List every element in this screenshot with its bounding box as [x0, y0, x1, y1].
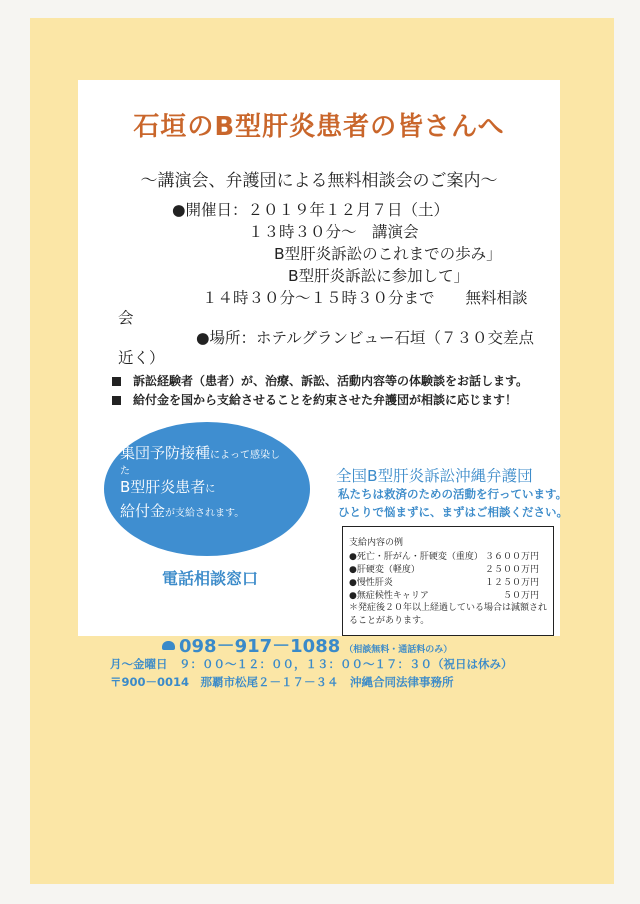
payment-note-line: ＊発症後２０年以上経過している場合は減額され	[349, 603, 548, 613]
phone-line	[162, 632, 452, 658]
payment-note-line: ることがあります。	[349, 616, 430, 626]
team-line-1: 私たちは救済のための活動を行っています。	[338, 487, 568, 501]
consult-time: １４時３０分～１５時３０分まで 無料相談	[202, 289, 528, 307]
bullet-item	[112, 391, 528, 410]
office-hours: 月～金曜日 ９：００～１２：００，１３：００～１７：３０（祝日は休み）	[110, 657, 513, 671]
payment-examples-box	[342, 526, 554, 636]
payment-amount: ３６００万円	[484, 552, 539, 562]
team-name: 全国B型肝炎訴訟沖縄弁護団	[336, 467, 533, 485]
consult-wrap: 会	[118, 309, 134, 327]
lecture-topic-2: B型肝炎訴訟に参加して」	[288, 267, 470, 285]
square-bullet-icon	[112, 377, 121, 386]
payment-name: ●慢性肝炎	[349, 578, 393, 588]
ellipse-line-4	[120, 500, 244, 521]
subtitle: ～講演会、弁護団による無料相談会のご案内～	[140, 171, 498, 191]
ellipse-line-2: た	[120, 466, 130, 477]
bullet-item	[112, 372, 528, 391]
page-title: 石垣のB型肝炎患者の皆さんへ	[133, 112, 505, 142]
venue: ●場所：ホテルグランビュー石垣（７３０交差点	[196, 329, 534, 347]
ellipse-text: B型肝炎患者	[120, 478, 206, 496]
ellipse-line-3	[120, 476, 215, 497]
payment-amount: ２５００万円	[484, 565, 539, 575]
payment-name: ●死亡・肝がん・肝硬変（重度）	[349, 552, 483, 562]
ellipse-text: に	[205, 484, 216, 495]
bullet-list	[112, 372, 528, 410]
office-address: 〒900－0014 那覇市松尾２－１７－３４ 沖縄合同法律事務所	[110, 675, 454, 689]
payment-name: ●肝硬変（軽度）	[349, 565, 420, 575]
team-line-2: ひとりで悩まずに、まずはご相談ください。	[338, 505, 568, 519]
venue-wrap: 近く）	[118, 349, 165, 367]
payment-name: ●無症候性キャリア	[349, 591, 429, 601]
event-date: ●開催日：２０１９年１２月７日（土）	[172, 201, 450, 219]
phone-consult-label: 電話相談窓口	[161, 569, 258, 588]
payment-amount: １２５０万円	[484, 578, 539, 588]
ellipse-text: によって感染し	[210, 450, 281, 461]
info-panel	[78, 80, 568, 636]
telephone-icon	[162, 641, 175, 650]
ellipse-text: 給付金	[120, 502, 166, 520]
flyer-background	[30, 18, 614, 884]
phone-note: （相談無料・通話料のみ）	[344, 645, 453, 655]
ellipse-text: が支給されます。	[165, 508, 245, 519]
payment-amount: ５０万円	[502, 591, 539, 601]
square-bullet-icon	[112, 396, 121, 405]
bullet-text: 訴訟経験者（患者）が、治療、訴訟、活動内容等の体験談をお話します。	[133, 374, 529, 388]
payment-note	[349, 602, 549, 628]
ellipse-line-1	[120, 442, 280, 463]
payment-header: 支給内容の例	[349, 538, 404, 548]
lecture-time: １３時３０分～ 講演会	[248, 223, 419, 241]
lecture-topic-1: B型肝炎訴訟のこれまでの歩み」	[274, 245, 502, 263]
bullet-text: 給付金を国から支給させることを約束させた弁護団が相談に応じます！	[133, 393, 518, 407]
ellipse-text: 集団予防接種	[120, 444, 211, 462]
phone-number[interactable]: 098－917－1088	[179, 636, 341, 657]
